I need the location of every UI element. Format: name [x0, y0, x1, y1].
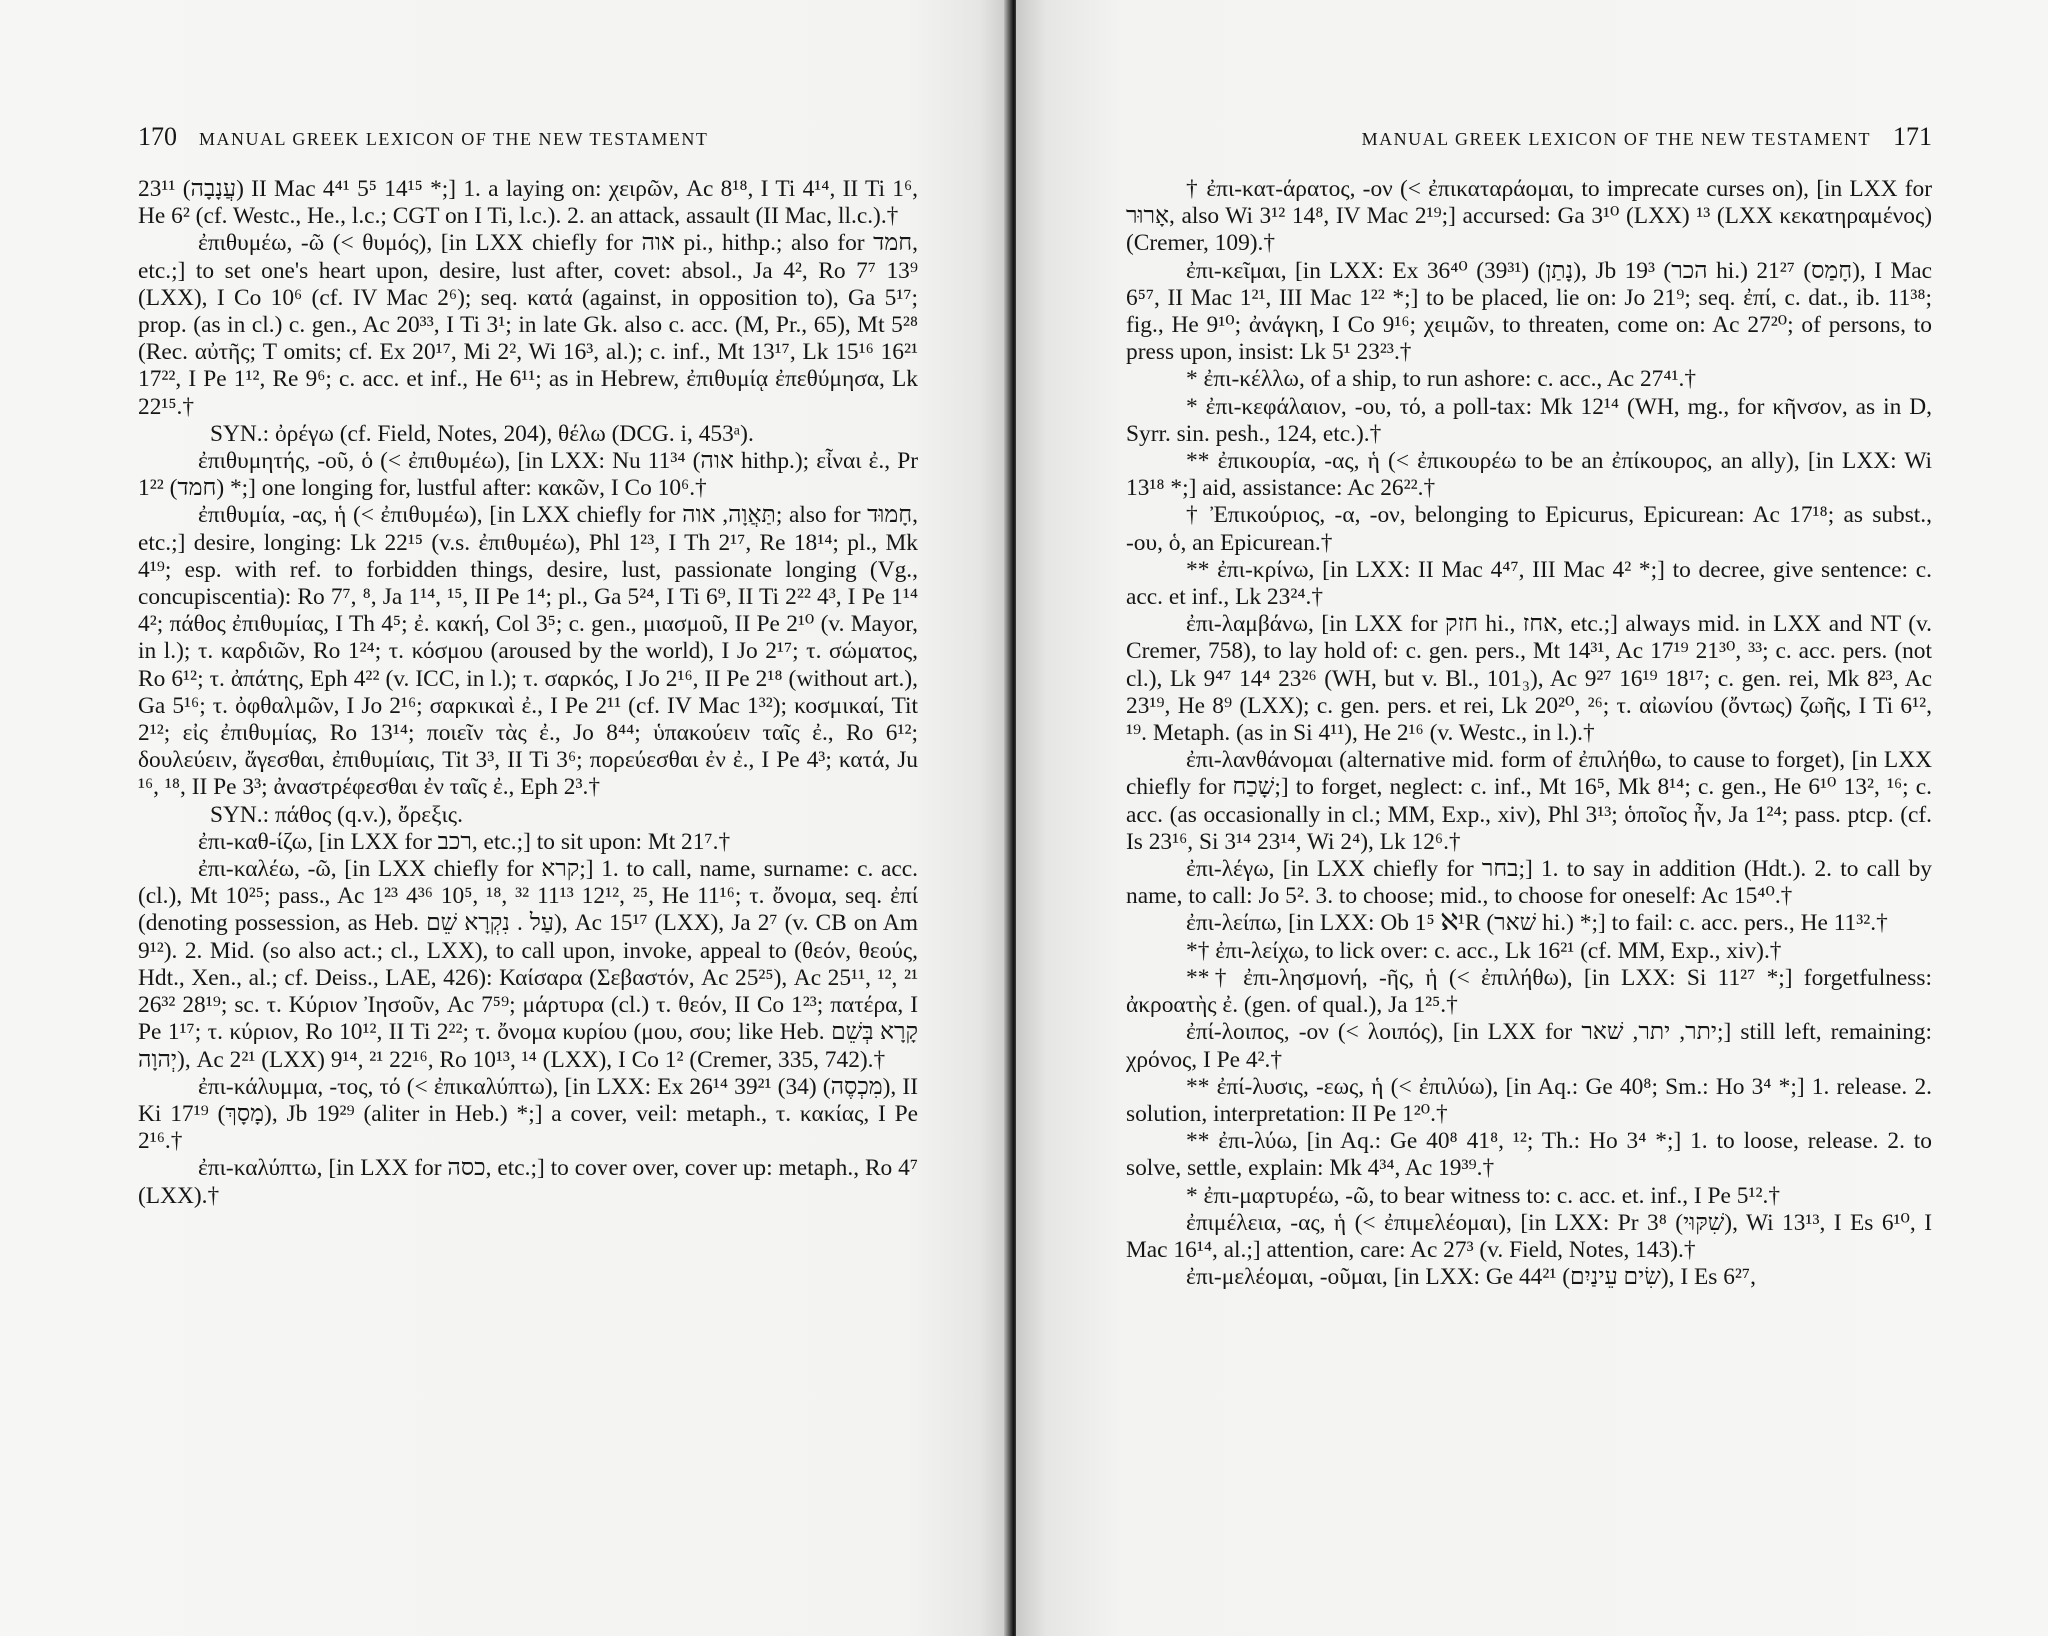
entry-epikathizo: ἐπι-καθ-ίζω, [in LXX for רכב, etc.;] to sit upon: Mt 21⁷.†: [198, 828, 731, 855]
entry-epikouria: ** ἐπικουρία, -ας, ἡ (< ἐπικουρέω to be an ἐπίκουρος, an ally), [in LXX: Wi 13¹⁸ *;] aid, assistance: Ac 26²².†: [1126, 448, 1932, 502]
entry-epikalupto: ἐπι-καλύπτω, [in LXX for כסה, etc.;] to cover over, cover up: metaph., Ro 4⁷ (LXX).†: [138, 1155, 918, 1209]
entry-epiluo: ** ἐπι-λύω, [in Aq.: Ge 40⁸ 41⁸, ¹²; Th.: Ho 3⁴ *;] 1. to loose, release. 2. to solve, settle, explain: Mk 4³⁴, Ac 19³⁹.†: [1126, 1128, 1932, 1182]
left-page: [0, 0, 1010, 1636]
entry-epilesmone: **† ἐπι-λησμονή, -ῆς, ἡ (< ἐπιλήθω), [in LXX: Si 11²⁷ *;] forgetfulness: ἀκροατὴς ἐ. (gen. of qual.), Ja 1²⁵.†: [1126, 964, 1932, 1019]
left-page-number: 170: [138, 122, 177, 151]
entry-epikourios: † Ἐπικούριος, -α, -ον, belonging to Epicurus, Epicurean: Ac 17¹⁸; as subst., -ου, ὁ, an Epicurean.†: [1126, 502, 1932, 556]
right-running-header: [1212, 122, 1932, 152]
entry-epikalumma: ἐπι-κάλυμμα, -τος, τό (< ἐπικαλύπτω), [in LXX: Ex 26¹⁴ 39²¹ (34) (מִכְסֶה), II Ki 17¹⁹ (מָסָךְ), Jb 19²⁹ (aliter in Heb.) *;] a cover, veil: metaph., τ. κακίας, I Pe 2¹⁶.†: [138, 1073, 918, 1155]
right-page: [1016, 0, 2048, 1636]
entry-epimeleia: ἐπιμέλεια, -ας, ἡ (< ἐπιμελέομαι), [in LXX: Pr 3⁸ (שִׁקּוּי), Wi 13¹³, I Es 6¹⁰, I Mac 16¹⁴, al.;] attention, care: Ac 27³ (v. Field, Notes, 143).†: [1126, 1209, 1932, 1263]
entry-epikaleo: ἐπι-καλέω, -ῶ, [in LXX chiefly for קרא;] 1. to call, name, surname: c. acc. (cl.), Mt 10²⁵; pass., Ac 1²³ 4³⁶ 10⁵, ¹⁸, ³² 11¹³ 12¹², ²⁵, He 11¹⁶; τ. ὄνομα, seq. ἐπί (denoting possession, as Heb. עַל . נִקְרָא שֵׁם), Ac 15¹⁷ (LXX), Ja 2⁷ (v. CB on Am 9¹²). 2. Mid. (so also act.; cl., LXX), to call upon, invoke, appeal to (θεόν, θεούς, Hdt., Xen., al.; cf. Deiss., LAE, 426): Καίσαρα (Σεβαστόν, Ac 25²⁵), Ac 25¹¹, ¹², ²¹ 26³² 28¹⁹; sc. τ. Κύριον Ἰησοῦν, Ac 7⁵⁹; μάρτυρα (cl.) τ. θεόν, II Co 1²³; πατέρα, I Pe 1¹⁷; τ. κύριον, Ro 10¹², II Ti 2²²; τ. ὄνομα κυρίου (μου, σου; like Heb. קָרָא בְּשֵׁם יְהוָה), Ac 2²¹ (LXX) 9¹⁴, ²¹ 22¹⁶, Ro 10¹³, ¹⁴ (LXX), I Co 1² (Cremer, 335, 742).†: [138, 856, 918, 1073]
entry-continuation: 23¹¹ (עֲנָבָה) II Mac 4⁴¹ 5⁵ 14¹⁵ *;] 1. a laying on: χειρῶν, Ac 8¹⁸, I Ti 4¹⁴, II Ti 1⁶, He 6² (cf. Westc., He., l.c.; CGT on I Ti, l.c.). 2. an attack, assault (II Mac, ll.c.).†: [138, 176, 918, 230]
entry-epikephalaion: * ἐπι-κεφάλαιον, -ου, τό, a poll-tax: Mk 12¹⁴ (WH, mg., for κῆνσον, as in D, Syrr. sin. pesh., 124, etc.).†: [1126, 393, 1932, 447]
entry-epikeimai: ἐπι-κεῖμαι, [in LXX: Ex 36⁴⁰ (39³¹) (נָתַן), Jb 19³ (הכר hi.) 21²⁷ (חָמַס), I Mac 6⁵⁷, II Mac 1²¹, III Mac 1²² *;] to be placed, lie on: Jo 21⁹; seq. ἐπί, c. dat., ib. 11³⁸; fig., He 9¹⁰; ἀνάγκη, I Co 9¹⁶; χειμῶν, to threaten, come on: Ac 27²⁰; of persons, to press upon, insist: Lk 5¹ 23²³.†: [1126, 257, 1933, 366]
entry-epilanthanomai: ἐπι-λανθάνομαι (alternative mid. form of ἐπιλήθω, to cause to forget), [in LXX chiefly for שָׁכַח;] to forget, neglect: c. inf., Mt 16⁵, Mk 8¹⁴; c. gen., He 6¹⁰ 13², ¹⁶; c. acc. (as occasionally in cl.; MM, Exp., xiv), Phl 3¹³; ὁποῖος ἦν, Ja 1²⁴; pass. ptcp. (cf. Is 23¹⁶, Si 3¹⁴ 23¹⁴, Wi 2⁴), Lk 12⁶.†: [1126, 747, 1932, 855]
entry-epikataratos: † ἐπι-κατ-άρατος, -ον (< ἐπικαταράομαι, to imprecate curses on), [in LXX for אָרוּר, also Wi 3¹² 14⁸, IV Mac 2¹⁹;] accursed: Ga 3¹⁰ (LXX) ¹³ (LXX κεκατηραμένος) (Cremer, 109).†: [1126, 176, 1932, 257]
syn-note: SYN.: ὀρέγω (cf. Field, Notes, 204), θέλω (DCG. i, 453ᵃ).: [210, 420, 754, 447]
entry-epithumetes: ἐπιθυμητής, -οῦ, ὁ (< ἐπιθυμέω), [in LXX: Nu 11³⁴ (אוה hithp.); εἶναι ἐ., Pr 1²² (חמד) *;] one longing for, lustful after: κακῶν, I Co 10⁶.†: [138, 448, 918, 502]
right-running-head: MANUAL GREEK LEXICON OF THE NEW TESTAMENT: [1361, 129, 1871, 149]
entry-epiloipos: ἐπί-λοιπος, -ον (< λοιπός), [in LXX for יתר, יתר, שׁאר;] still left, remaining: χρόνος, I Pe 4².†: [1126, 1019, 1932, 1073]
syn-note: SYN.: πάθος (q.v.), ὄρεξις.: [210, 801, 463, 828]
left-text-column: [138, 176, 918, 1210]
entry-epileipo: ἐπι-λείπω, [in LXX: Ob 1⁵ ℵ¹R (שׁאר hi.) *;] to fail: c. acc. pers., He 11³².†: [1186, 910, 1888, 937]
entry-epilusis: ** ἐπί-λυσις, -εως, ἡ (< ἐπιλύω), [in Aq.: Ge 40⁸; Sm.: Ho 3⁴ *;] 1. release. 2. solution, interpretation: II Pe 1²⁰.†: [1126, 1073, 1932, 1127]
entry-epilego: ἐπι-λέγω, [in LXX chiefly for בחר;] 1. to say in addition (Hdt.). 2. to call by name, to call: Jo 5². 3. to choose; mid., to choose for oneself: Ac 15⁴⁰.†: [1126, 856, 1932, 910]
entry-epikello: * ἐπι-κέλλω, of a ship, to run ashore: c. acc., Ac 27⁴¹.†: [1186, 366, 1697, 393]
right-page-number: 171: [1893, 122, 1932, 151]
left-running-header: [138, 122, 838, 152]
entry-epithumeo: ἐπιθυμέω, -ῶ (< θυμός), [in LXX chiefly for אוה pi., hithp.; also for חמד, etc.;] to set one's heart upon, desire, lust after, covet: absol., Ja 4², Ro 7⁷ 13⁹ (LXX), I Co 10⁶ (cf. IV Mac 2⁶); seq. κατά (against, in opposition to), Ga 5¹⁷; prop. (as in cl.) c. gen., Ac 20³³, I Ti 3¹; in late Gk. also c. acc. (M, Pr., 65), Mt 5²⁸ (Rec. αὐτῆς; T omits; cf. Ex 20¹⁷, Mi 2², Wi 16³, al.); c. inf., Mt 13¹⁷, Lk 15¹⁶ 16²¹ 17²², I Pe 1¹², Re 9⁶; c. acc. et inf., He 6¹¹; as in Hebrew, ἐπιθυμίᾳ ἐπεθύμησα, Lk 22¹⁵.†: [138, 230, 918, 420]
right-text-column: [1126, 176, 1932, 1291]
left-running-head: MANUAL GREEK LEXICON OF THE NEW TESTAMENT: [199, 129, 709, 149]
entry-epimartureo: * ἐπι-μαρτυρέω, -ῶ, to bear witness to: c. acc. et. inf., I Pe 5¹².†: [1186, 1182, 1781, 1209]
entry-epithumia: ἐπιθυμία, -ας, ἡ (< ἐπιθυμέω), [in LXX chiefly for תַּאֲוָה, אוה; also for חָמוּד, etc.;] desire, longing: Lk 22¹⁵ (v.s. ἐπιθυμέω), Phl 1²³, I Th 2¹⁷, Re 18¹⁴; pl., Mk 4¹⁹; esp. with ref. to forbidden things, desire, lust, passionate longing (Vg., concupiscentia): Ro 7⁷, ⁸, Ja 1¹⁴, ¹⁵, II Pe 1⁴; pl., Ga 5²⁴, I Ti 6⁹, II Ti 2²² 4³, I Pe 1¹⁴ 4²; πάθος ἐπιθυμίας, I Th 4⁵; ἐ. κακή, Col 3⁵; c. gen., μιασμοῦ, II Pe 2¹⁰ (v. Mayor, in l.); τ. καρδιῶν, Ro 1²⁴; τ. κόσμου (aroused by the world), I Jo 2¹⁷; τ. σώματος, Ro 6¹²; τ. ἀπάτης, Eph 4²² (v. ICC, in l.); τ. σαρκός, I Jo 2¹⁶, II Pe 2¹⁸ (without art.), Ga 5¹⁶; τ. ὀφθαλμῶν, I Jo 2¹⁶; σαρκικαὶ ἐ., I Pe 2¹¹ (cf. IV Mac 1³²); κοσμικαί, Tit 2¹²; εἰς ἐπιθυμίας, Ro 13¹⁴; ποιεῖν τὰς ἐ., Jo 8⁴⁴; ὑπακούειν ταῖς ἐ., Ro 6¹²; δουλεύειν, ἄγεσθαι, ἐπιθυμίαις, Tit 3³, II Ti 3⁶; πορεύεσθαι ἐν ἐ., I Pe 4³; κατά, Ju ¹⁶, ¹⁸, II Pe 3³; ἀναστρέφεσθαι ἐν ταῖς ἐ., Eph 2³.†: [138, 502, 918, 801]
entry-epilambano: ἐπι-λαμβάνω, [in LXX for חזק hi., אחז, etc.;] always mid. in LXX and NT (v. Cremer, 758), to lay hold of: c. gen. pers., Mt 14³¹, Ac 17¹⁹ 21³⁰, ³³; c. acc. pers. (not cl.), Lk 9⁴⁷ 14⁴ 23²⁶ (WH, but v. Bl., 101₃), Ac 9²⁷ 16¹⁹ 18¹⁷; c. gen. rei, Mk 8²³, Ac 23¹⁹, He 8⁹ (LXX); c. gen. pers. et rei, Lk 20²⁰, ²⁶; τ. αἰωνίου (ὄντως) ζωῆς, I Ti 6¹², ¹⁹. Metaph. (as in Si 4¹¹), He 2¹⁶ (v. Westc., in l.).†: [1126, 611, 1933, 747]
entry-epileicho: *† ἐπι-λείχω, to lick over: c. acc., Lk 16²¹ (cf. MM, Exp., xiv).†: [1186, 937, 1782, 964]
entry-epimeleomai: ἐπι-μελέομαι, -οῦμαι, [in LXX: Ge 44²¹ (שִׂים עֵינַיִם), I Es 6²⁷,: [1186, 1264, 1756, 1291]
entry-epikrino: ** ἐπι-κρίνω, [in LXX: II Mac 4⁴⁷, III Mac 4² *;] to decree, give sentence: c. acc. et inf., Lk 23²⁴.†: [1126, 556, 1932, 611]
